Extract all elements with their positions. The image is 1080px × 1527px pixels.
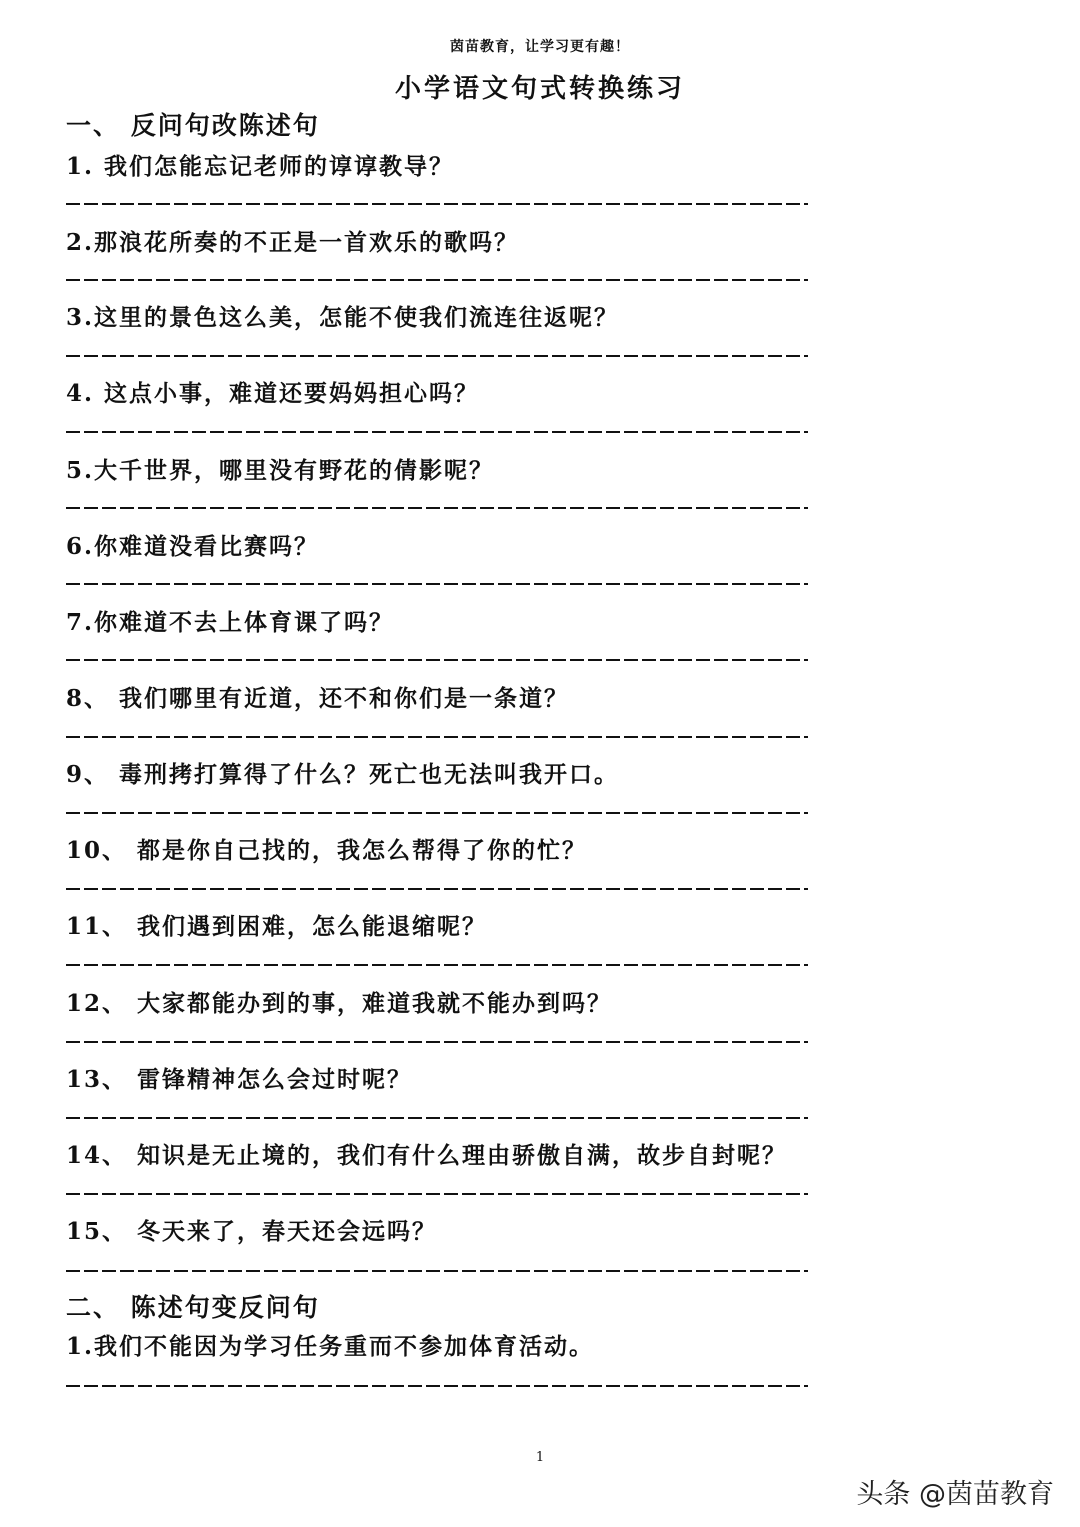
- question-1-14: 14、 知识是无止境的，我们有什么理由骄傲自满，故步自封呢？: [66, 1142, 788, 1169]
- watermark: 头条 @茵苗教育: [856, 1479, 1054, 1510]
- question-1-1: 1. 我们怎能忘记老师的谆谆教导？: [66, 153, 455, 180]
- answer-line: [66, 1385, 808, 1387]
- answer-line: [66, 1193, 808, 1195]
- answer-line: [66, 507, 808, 509]
- question-1-10: 10、 都是你自己找的，我怎么帮得了你的忙？: [66, 837, 588, 864]
- question-1-6: 6.你难道没看比赛吗？: [66, 533, 320, 560]
- answer-line: [66, 964, 808, 966]
- question-1-12: 12、 大家都能办到的事，难道我就不能办到吗？: [66, 990, 613, 1017]
- answer-line: [66, 812, 808, 814]
- question-1-15: 15、 冬天来了，春天还会远吗？: [66, 1218, 438, 1245]
- question-1-4: 4. 这点小事，难道还要妈妈担心吗？: [66, 380, 480, 407]
- section-heading-2: 二、 陈述句变反问句: [66, 1293, 320, 1322]
- answer-line: [66, 1041, 808, 1043]
- answer-line: [66, 1270, 808, 1272]
- answer-line: [66, 431, 808, 433]
- question-1-8: 8、 我们哪里有近道，还不和你们是一条道？: [66, 685, 570, 712]
- page-title: 小学语文句式转换练习: [394, 74, 685, 104]
- answer-line: [66, 583, 808, 585]
- question-1-3: 3.这里的景色这么美，怎能不使我们流连往返呢？: [66, 304, 620, 331]
- answer-line: [66, 355, 808, 357]
- answer-line: [66, 659, 808, 661]
- question-1-13: 13、 雷锋精神怎么会过时呢？: [66, 1066, 413, 1093]
- answer-line: [66, 203, 808, 205]
- question-1-9: 9、 毒刑拷打算得了什么？死亡也无法叫我开口。: [66, 761, 620, 788]
- question-1-11: 11、 我们遇到困难，怎么能退缩呢？: [66, 913, 488, 940]
- section-heading-1: 一、 反问句改陈述句: [66, 111, 320, 140]
- question-1-7: 7.你难道不去上体育课了吗？: [66, 609, 395, 636]
- answer-line: [66, 888, 808, 890]
- answer-line: [66, 279, 808, 281]
- answer-line: [66, 736, 808, 738]
- question-1-5: 5.大千世界，哪里没有野花的倩影呢？: [66, 457, 495, 484]
- page-header: 茵苗教育，让学习更有趣！: [450, 39, 630, 55]
- answer-line: [66, 1117, 808, 1119]
- question-1-2: 2.那浪花所奏的不正是一首欢乐的歌吗？: [66, 229, 520, 256]
- question-2-1: 1.我们不能因为学习任务重而不参加体育活动。: [66, 1333, 595, 1360]
- page-number: 1: [535, 1450, 545, 1465]
